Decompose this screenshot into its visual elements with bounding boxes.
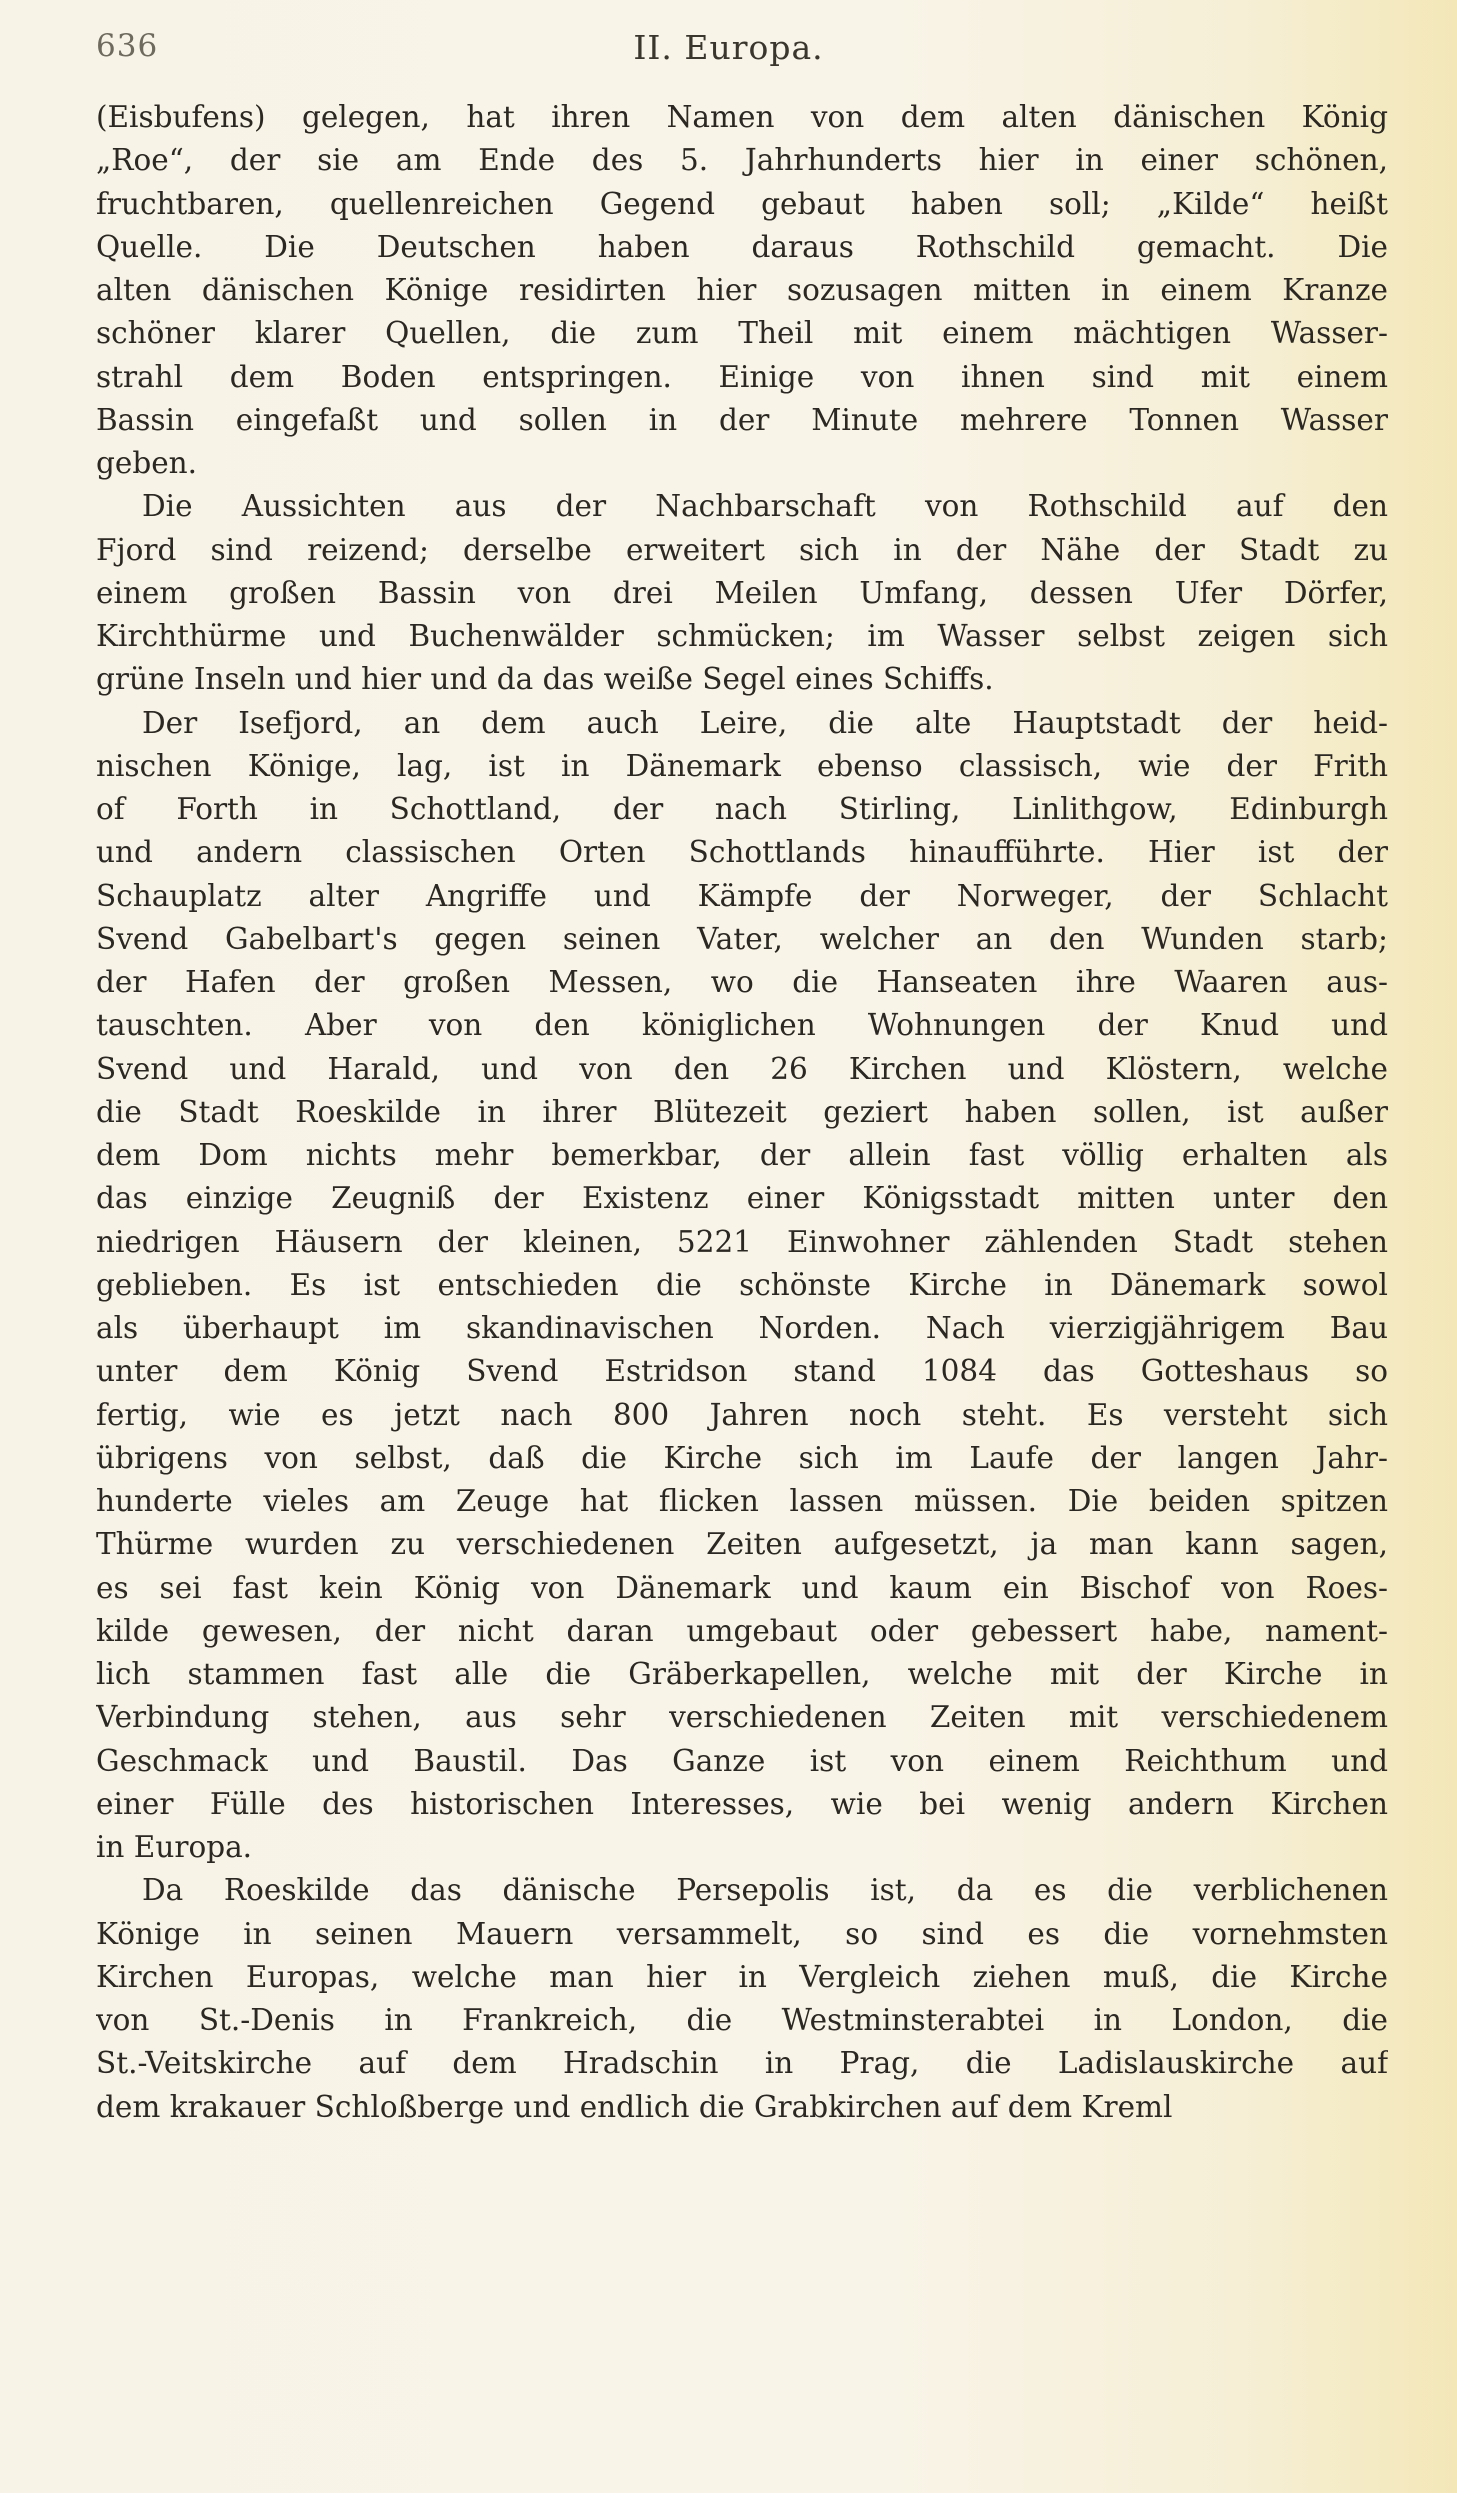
text-line: der Hafen der großen Messen, wo die Hanseaten ihre Waaren aus- <box>96 965 1388 999</box>
text-line: einer Fülle des historischen Interesses, wie bei wenig andern Kirchen <box>96 1786 1388 1821</box>
text-line: einem großen Bassin von drei Meilen Umfang, dessen Ufer Dörfer, <box>96 575 1388 610</box>
text-line: das einzige Zeugniß der Existenz einer Königsstadt mitten unter den <box>96 1181 1388 1216</box>
text-line: nischen Könige, lag, ist in Dänemark ebenso classisch, wie der Frith <box>96 748 1388 783</box>
text-line: Verbindung stehen, aus sehr verschiedenen Zeiten mit verschiedenem <box>96 1700 1388 1735</box>
text-line: St.-Veitskirche auf dem Hradschin in Prag, die Ladislauskirche auf <box>96 2046 1388 2081</box>
text-line: Svend Gabelbart's gegen seinen Vater, welcher an den Wunden starb; <box>96 921 1388 956</box>
page-header <box>0 28 1457 80</box>
text-line: hunderte vieles am Zeuge hat flicken lassen müssen. Die beiden spitzen <box>96 1484 1388 1518</box>
text-line: Da Roeskilde das dänische Persepolis ist, da es die verblichenen <box>142 1873 1388 1908</box>
text-line: fruchtbaren, quellenreichen Gegend gebaut haben soll; „Kilde“ heißt <box>96 186 1388 221</box>
paragraph <box>96 485 1388 701</box>
text-line: übrigens von selbst, daß die Kirche sich im Laufe der langen Jahr- <box>96 1440 1388 1475</box>
text-line: lich stammen fast alle die Gräberkapellen, welche mit der Kirche in <box>96 1657 1388 1691</box>
text-line: tauschten. Aber von den königlichen Wohnungen der Knud und <box>96 1008 1388 1043</box>
text-line: of Forth in Schottland, der nach Stirling, Linlithgow, Edinburgh <box>96 792 1388 826</box>
text-line: niedrigen Häusern der kleinen, 5221 Einwohner zählenden Stadt stehen <box>96 1224 1388 1259</box>
text-line: Svend und Harald, und von den 26 Kirchen und Klöstern, welche <box>96 1051 1388 1086</box>
text-line: Thürme wurden zu verschiedenen Zeiten aufgesetzt, ja man kann sagen, <box>96 1527 1388 1562</box>
text-line: Geschmack und Baustil. Das Ganze ist von einem Reichthum und <box>96 1743 1388 1778</box>
text-line: Kirchen Europas, welche man hier in Vergleich ziehen muß, die Kirche <box>96 1959 1388 1994</box>
text-line: dem krakauer Schloßberge und endlich die Grabkirchen auf dem Kreml <box>96 2089 1173 2124</box>
text-line: dem Dom nichts mehr bemerkbar, der allein fast völlig erhalten als <box>96 1138 1388 1172</box>
text-line: Kirchthürme und Buchenwälder schmücken; im Wasser selbst zeigen sich <box>96 619 1388 653</box>
text-line: fertig, wie es jetzt nach 800 Jahren noch steht. Es versteht sich <box>96 1397 1388 1432</box>
text-line: Fjord sind reizend; derselbe erweitert sich in der Nähe der Stadt zu <box>96 532 1388 567</box>
paragraph <box>96 702 1388 1870</box>
text-line: als überhaupt im skandinavischen Norden. Nach vierzigjährigem Bau <box>96 1311 1388 1345</box>
text-line: strahl dem Boden entspringen. Einige von ihnen sind mit einem <box>96 359 1388 394</box>
text-line: es sei fast kein König von Dänemark und kaum ein Bischof von Roes- <box>96 1570 1388 1605</box>
text-line: kilde gewesen, der nicht daran umgebaut oder gebessert habe, nament- <box>96 1613 1388 1648</box>
running-head: II. Europa. <box>633 28 824 67</box>
paragraph <box>96 96 1388 485</box>
body-text <box>96 96 1388 2129</box>
text-line: geben. <box>96 446 198 480</box>
text-line: in Europa. <box>96 1830 253 1864</box>
text-line: unter dem König Svend Estridson stand 1084 das Gotteshaus so <box>96 1354 1388 1389</box>
text-line: Quelle. Die Deutschen haben daraus Rothschild gemacht. Die <box>96 229 1388 264</box>
text-line: (Eisbufens) gelegen, hat ihren Namen von dem alten dänischen König <box>96 100 1388 134</box>
text-line: geblieben. Es ist entschieden die schönste Kirche in Dänemark sowol <box>96 1267 1388 1302</box>
text-line: grüne Inseln und hier und da das weiße Segel eines Schiffs. <box>96 662 994 697</box>
text-line: und andern classischen Orten Schottlands hinaufführte. Hier ist der <box>96 835 1388 870</box>
text-line: Schauplatz alter Angriffe und Kämpfe der Norweger, der Schlacht <box>96 878 1388 913</box>
text-line: von St.-Denis in Frankreich, die Westminsterabtei in London, die <box>96 2003 1388 2037</box>
page-number: 636 <box>96 28 159 64</box>
text-line: die Stadt Roeskilde in ihrer Blütezeit geziert haben sollen, ist außer <box>96 1094 1388 1129</box>
text-line: Die Aussichten aus der Nachbarschaft von Rothschild auf den <box>142 489 1388 524</box>
text-line: Bassin eingefaßt und sollen in der Minute mehrere Tonnen Wasser <box>96 402 1388 437</box>
text-line: „Roe“, der sie am Ende des 5. Jahrhunderts hier in einer schönen, <box>96 143 1388 178</box>
text-line: alten dänischen Könige residirten hier sozusagen mitten in einem Kranze <box>96 273 1388 307</box>
text-line: Könige in seinen Mauern versammelt, so sind es die vornehmsten <box>96 1916 1388 1951</box>
paragraph <box>96 1869 1388 2129</box>
text-line: schöner klarer Quellen, die zum Theil mit einem mächtigen Wasser- <box>96 316 1388 351</box>
text-line: Der Isefjord, an dem auch Leire, die alte Hauptstadt der heid- <box>142 705 1388 740</box>
